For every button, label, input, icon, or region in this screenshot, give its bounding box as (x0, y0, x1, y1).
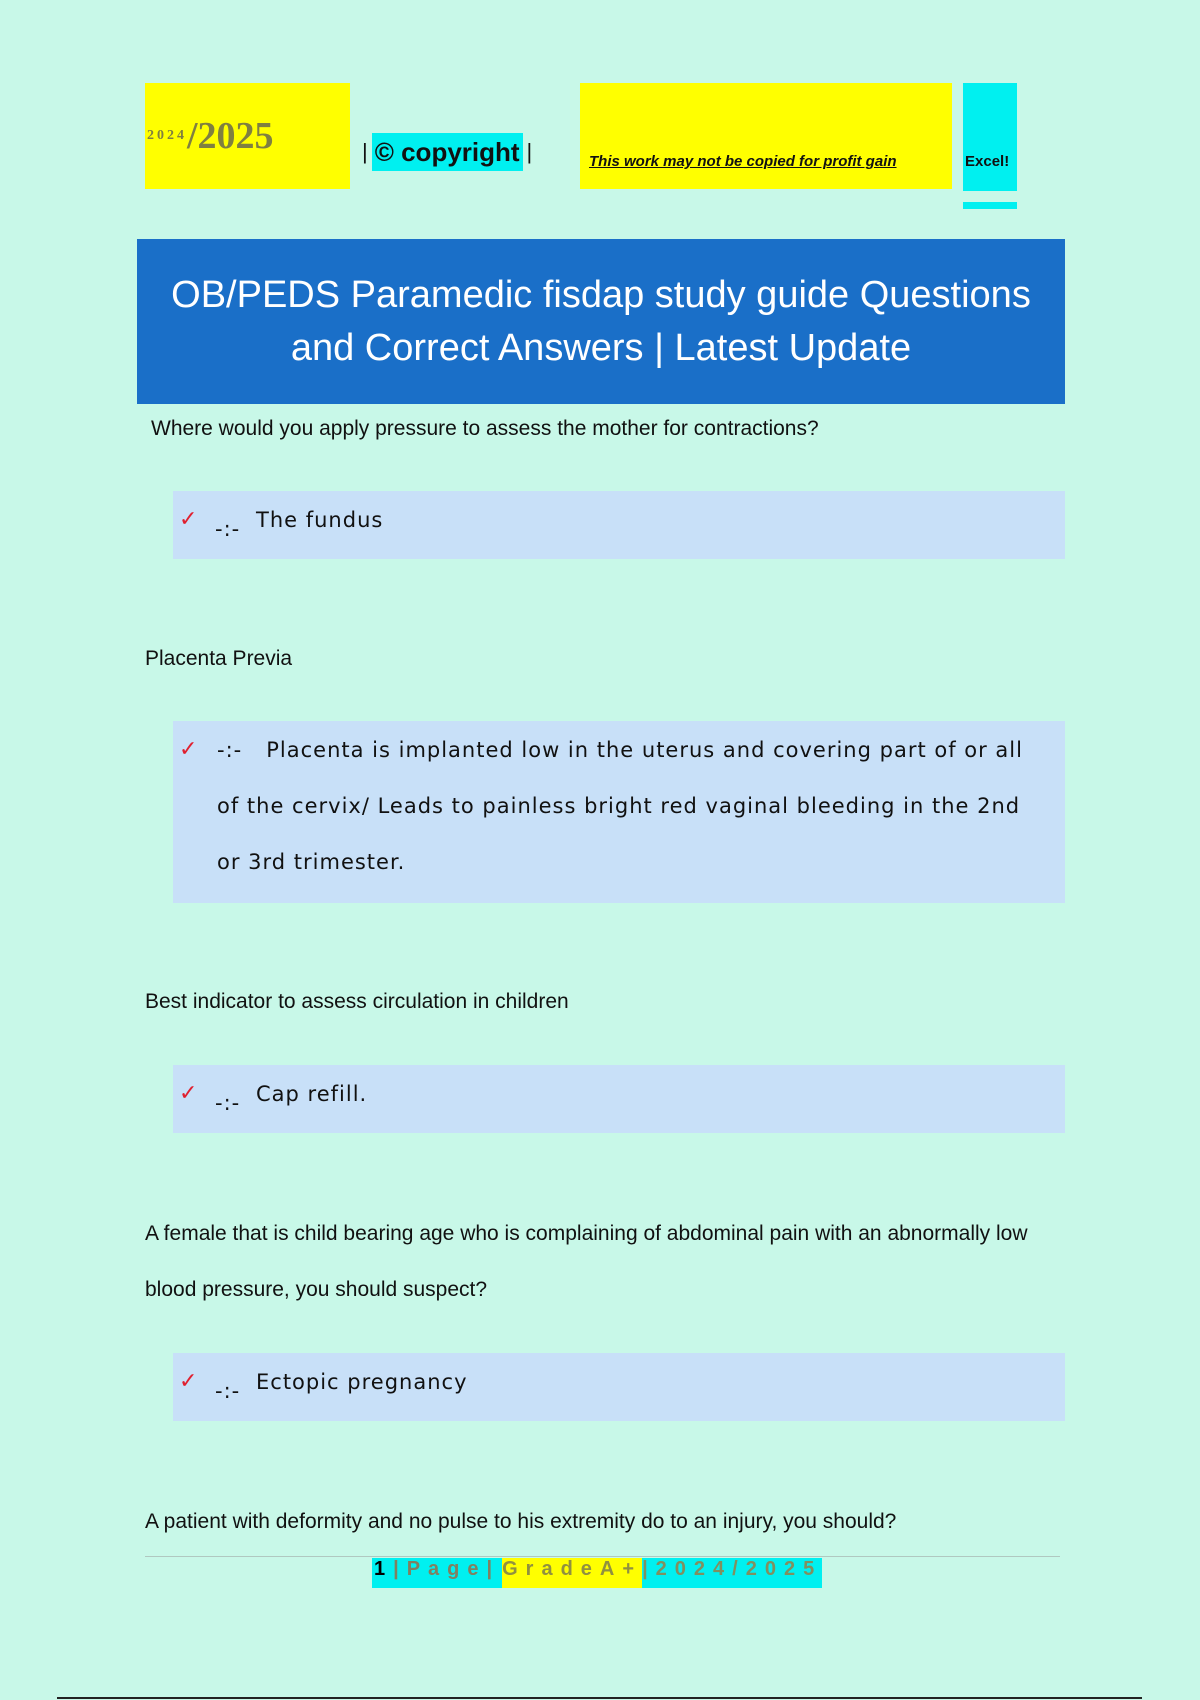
footer-grade: GradeA+ (502, 1558, 642, 1588)
header-year-box (145, 83, 350, 189)
answer-box-3 (173, 1065, 1065, 1133)
answer-4: Ectopic pregnancy (256, 1370, 468, 1394)
header-excel-text: Excel! (965, 153, 1010, 170)
answer-marker: -:- (215, 1091, 241, 1115)
answer-3: Cap refill. (256, 1082, 368, 1106)
header-copyright (358, 132, 536, 172)
answer-marker: -:- (215, 1379, 241, 1403)
check-icon: ✓ (179, 507, 199, 532)
bottom-rule (57, 1697, 1142, 1699)
check-icon: ✓ (179, 737, 199, 762)
question-5: A patient with deformity and no pulse to his extremity do to an injury, you should? (145, 1510, 897, 1533)
document-title: OB/PEDS Paramedic fisdap study guide Questions and Correct Answers | Latest Update (137, 239, 1065, 404)
footer-year: |2024/2025 (642, 1558, 822, 1588)
header-notice-text: This work may not be copied for profit gain (589, 153, 897, 170)
footer-page (372, 1558, 502, 1588)
copyright-pipe-right: | (526, 139, 533, 164)
question-2: Placenta Previa (145, 647, 293, 670)
check-icon: ✓ (179, 1369, 199, 1394)
answer-box-4 (173, 1353, 1065, 1421)
header-excel-underline (963, 202, 1017, 209)
question-1: Where would you apply pressure to assess the mother for contractions? (151, 417, 819, 440)
answer-marker: -:- (217, 738, 243, 762)
question-3: Best indicator to assess circulation in children (145, 990, 569, 1013)
answer-box-2 (173, 721, 1065, 903)
answer-2: Placenta is implanted low in the uterus and covering part of or all of the cervix/ Leads to painless bright red vaginal bleeding in the 2nd or 3rd trimester. (217, 738, 1023, 874)
answer-2-wrap (217, 722, 1047, 890)
header-notice-box (580, 83, 952, 189)
footer-page-label: |Page| (393, 1558, 501, 1580)
answer-1: The fundus (256, 508, 384, 532)
footer-page-number: 1 (374, 1558, 394, 1580)
page-footer (372, 1558, 822, 1588)
answer-marker: -:- (215, 517, 241, 541)
copyright-label: © copyright (372, 133, 523, 171)
copyright-pipe-left: | (362, 139, 368, 164)
header-year-big: /2025 (187, 115, 274, 157)
header-year-small: 2024 (147, 128, 187, 143)
answer-box-1 (173, 491, 1065, 559)
header-excel-box (963, 83, 1017, 191)
check-icon: ✓ (179, 1081, 199, 1106)
footer-rule (145, 1556, 1060, 1557)
question-4: A female that is child bearing age who is complaining of abdominal pain with an abnormally low blood pressure, you should suspect? (145, 1222, 1028, 1301)
